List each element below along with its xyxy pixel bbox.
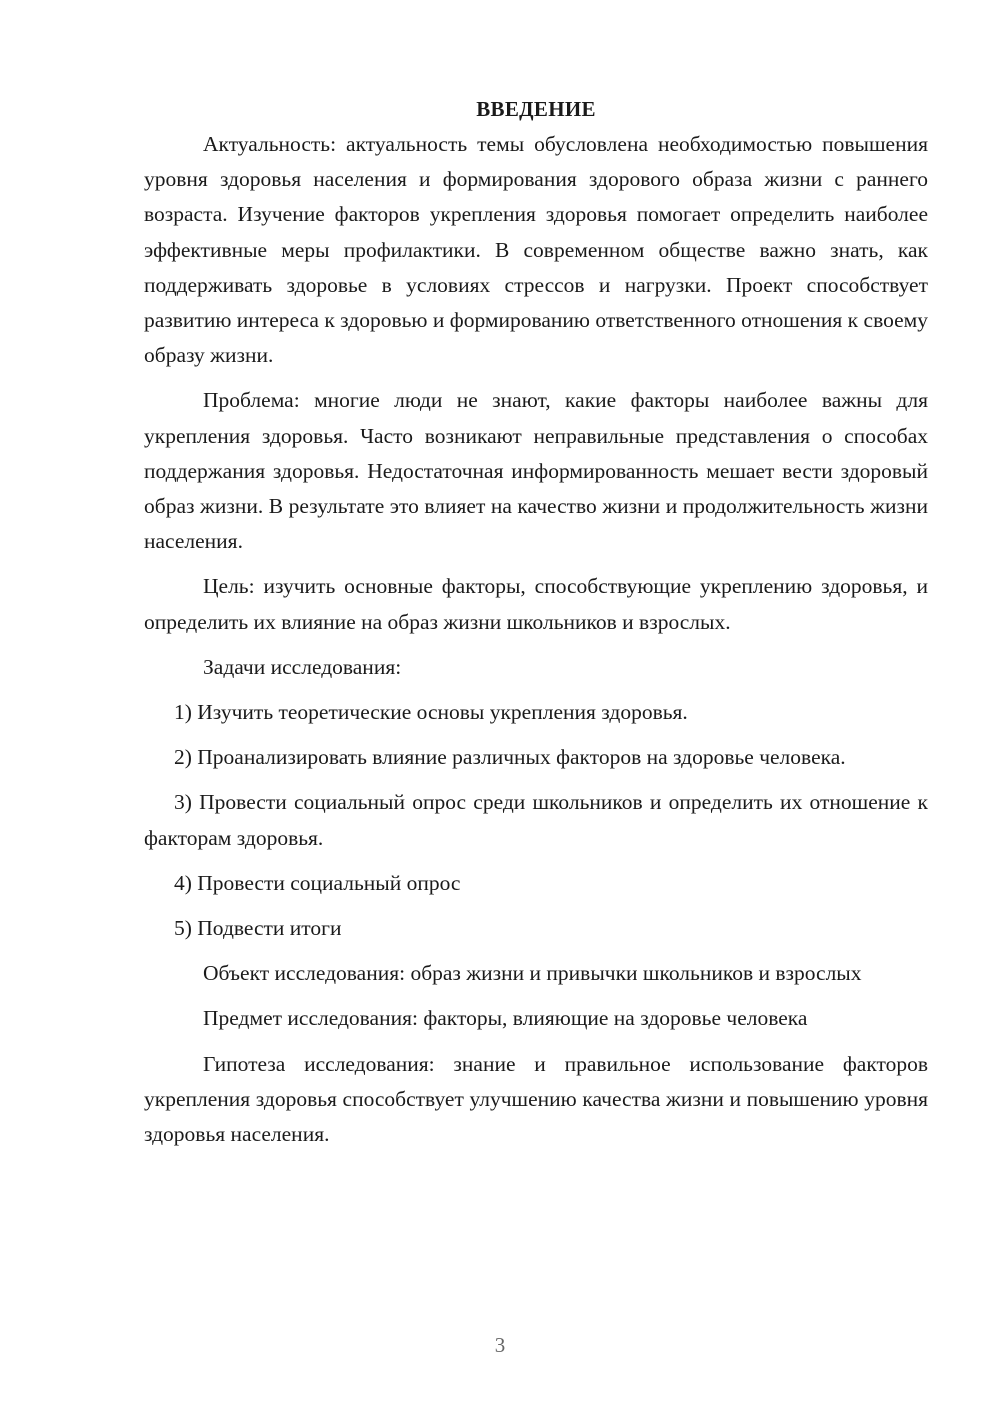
task-item-1: 1) Изучить теоретические основы укрепления здоровья. xyxy=(174,700,688,725)
section-heading: ВВЕДЕНИЕ xyxy=(476,97,596,121)
goal-paragraph: Цель: изучить основные факторы, способствующие укреплению здоровья, и определить их влияние на образ жизни школьников и взрослых. xyxy=(144,574,928,634)
relevance-paragraph: Актуальность: актуальность темы обусловлена необходимостью повышения уровня здоровья населения и формирования здорового образа жизни с раннего возраста. Изучение факторов укрепления здоровья помогает определить наиболее эффективные меры профилактики. В современном обществе важно знать, как поддерживать здоровье в условиях стрессов и нагрузки. Проект способствует развитию интереса к здоровью и формированию ответственного отношения к своему образу жизни. xyxy=(144,132,928,368)
task-item-3: 3) Провести социальный опрос среди школьников и определить их отношение к факторам здоровья. xyxy=(144,790,928,850)
subject-paragraph: Предмет исследования: факторы, влияющие на здоровье человека xyxy=(203,1006,808,1031)
object-paragraph: Объект исследования: образ жизни и привычки школьников и взрослых xyxy=(203,961,862,986)
document-page xyxy=(144,92,928,1152)
page-number: 3 xyxy=(494,1333,506,1357)
task-item-2: 2) Проанализировать влияние различных факторов на здоровье человека. xyxy=(174,745,846,770)
problem-paragraph: Проблема: многие люди не знают, какие факторы наиболее важны для укрепления здоровья. Часто возникают неправильные представления о способах поддержания здоровья. Недостаточная информированность мешает вести здоровый образ жизни. В результате это влияет на качество жизни и продолжительность жизни населения. xyxy=(144,388,928,554)
task-item-5: 5) Подвести итоги xyxy=(174,916,342,941)
hypothesis-paragraph: Гипотеза исследования: знание и правильное использование факторов укрепления здоровья способствует улучшению качества жизни и повышению уровня здоровья населения. xyxy=(144,1051,928,1147)
tasks-title: Задачи исследования: xyxy=(203,654,402,679)
task-item-4: 4) Провести социальный опрос xyxy=(174,870,461,895)
